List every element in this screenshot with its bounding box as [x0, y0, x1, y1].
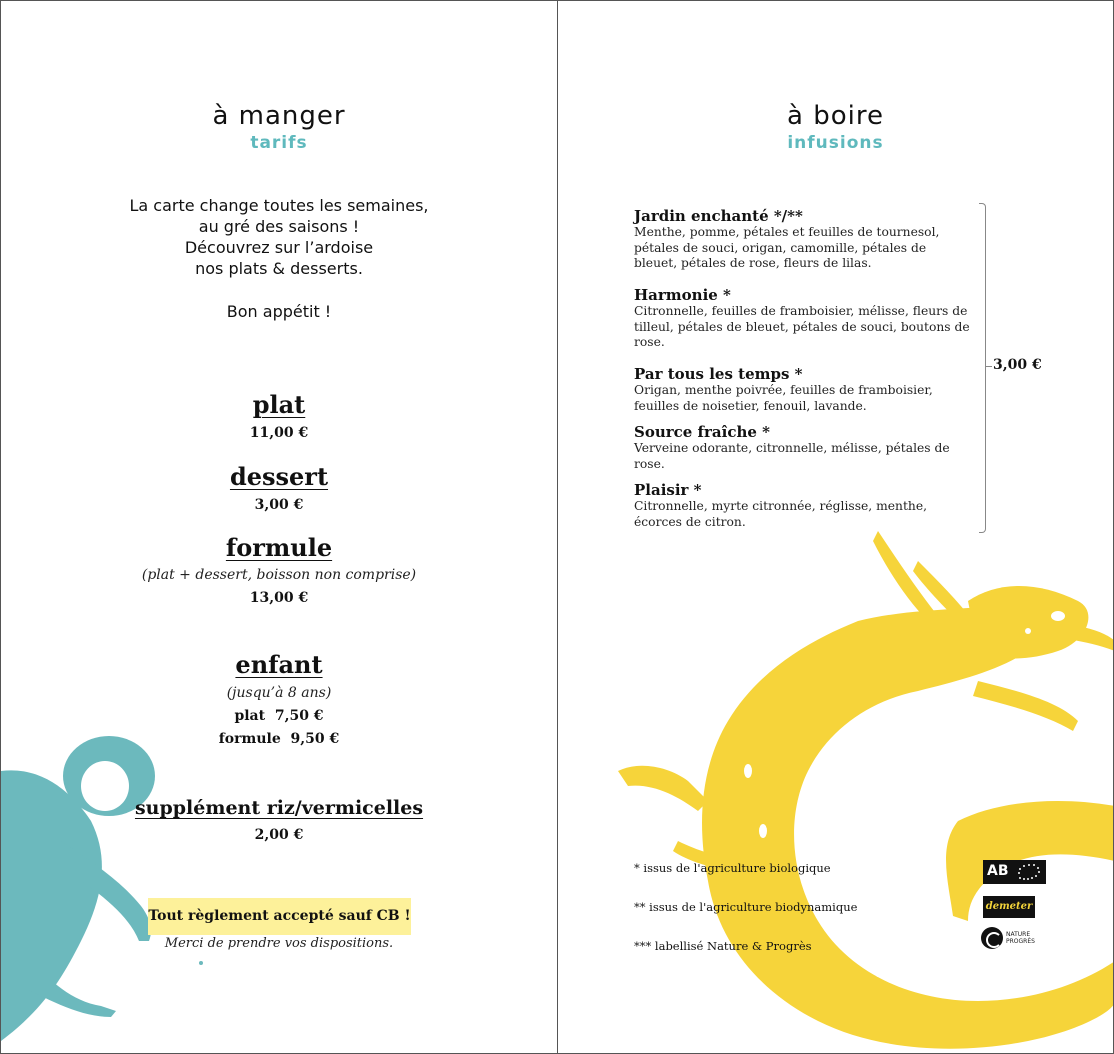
menu-page-drinks	[557, 0, 1114, 1054]
price-bracket	[979, 203, 986, 533]
category-enfant: enfant	[235, 650, 323, 679]
intro-text	[1, 195, 557, 279]
category-supplement: supplément riz/vermicelles	[134, 797, 424, 819]
infusion-desc: écorces de citron.	[634, 514, 746, 529]
intro-line: au gré des saisons !	[198, 217, 360, 236]
footnote-nature-progres: *** labellisé Nature & Progrès	[634, 939, 812, 953]
infusion-desc: rose.	[634, 335, 665, 349]
page-subtitle: infusions	[787, 133, 884, 153]
intro-line: Découvrez sur l’ardoise	[184, 238, 374, 257]
price-plat: 11,00 €	[249, 425, 309, 441]
footnote-bio: * issus de l'agriculture biologique	[634, 861, 831, 875]
intro-line: nos plats & desserts.	[195, 259, 363, 278]
infusion-item	[634, 207, 984, 272]
category-plat: plat	[252, 390, 306, 419]
intro-line: La carte change toutes les semaines,	[129, 196, 429, 215]
page-title: à manger	[212, 101, 346, 131]
price-formule: 13,00 €	[249, 590, 309, 606]
infusion-desc: Verveine odorante, citronnelle, mélisse, pétales de	[634, 441, 950, 455]
eu-organic-leaf-icon	[1014, 862, 1044, 882]
nature-progres-logo	[981, 927, 1043, 951]
price-bracket-tick	[986, 366, 992, 367]
infusion-name: Par tous les temps *	[634, 365, 803, 383]
infusion-desc: Menthe, pomme, pétales et feuilles de tournesol,	[634, 225, 940, 239]
ab-logo-text: AB	[987, 863, 1009, 879]
infusion-desc: bleuet, pétales de rose, fleurs de lilas.	[634, 256, 872, 270]
infusion-item	[634, 365, 984, 414]
infusion-desc: feuilles de noisetier, fenouil, lavande.	[634, 398, 867, 413]
bon-appetit: Bon appétit !	[226, 302, 332, 321]
infusion-name: Source fraîche *	[634, 423, 770, 441]
formule-note: (plat + dessert, boisson non comprise)	[141, 567, 417, 583]
infusion-price: 3,00 €	[993, 357, 1042, 373]
nature-progres-text	[1006, 931, 1035, 945]
price-dessert: 3,00 €	[254, 497, 304, 513]
infusion-desc: Origan, menthe poivrée, feuilles de framboisier,	[634, 383, 933, 397]
infusion-name: Harmonie *	[634, 286, 731, 304]
np-line: PROGRÈS	[1006, 938, 1035, 945]
footnote-biodynamic: ** issus de l'agriculture biodynamique	[634, 900, 858, 914]
infusion-desc: rose.	[634, 456, 665, 471]
infusion-name: Plaisir *	[634, 481, 702, 499]
price-enfant-formule: formule 9,50 €	[218, 731, 340, 747]
demeter-logo: demeter	[983, 896, 1035, 918]
infusion-item	[634, 481, 984, 530]
infusion-desc: Citronnelle, myrte citronnée, réglisse, menthe,	[634, 499, 928, 513]
price-enfant-plat: plat 7,50 €	[234, 708, 324, 724]
infusion-item	[634, 286, 984, 351]
category-dessert: dessert	[229, 462, 329, 491]
page-subtitle: tarifs	[250, 133, 308, 153]
category-formule: formule	[225, 533, 333, 562]
monkey-illustration	[1, 1, 557, 1054]
page-title: à boire	[787, 101, 884, 131]
infusion-name: Jardin enchanté */**	[634, 207, 803, 225]
price-supplement: 2,00 €	[254, 827, 304, 843]
infusion-desc: tilleul, pétales de bleuet, pétales de souci, boutons de	[634, 319, 970, 334]
infusion-desc: pétales de souci, origan, camomille, pétales de	[634, 240, 927, 255]
payment-banner: Tout règlement accepté sauf CB !	[148, 898, 411, 935]
nature-progres-icon	[981, 927, 1003, 949]
enfant-note: (jusqu’à 8 ans)	[226, 685, 332, 701]
infusion-item	[634, 423, 984, 472]
payment-note: Merci de prendre vos dispositions.	[164, 936, 394, 951]
ab-logo	[983, 860, 1046, 884]
infusion-desc: Citronnelle, feuilles de framboisier, mélisse, fleurs de	[634, 304, 968, 318]
np-line: NATURE	[1006, 931, 1031, 938]
